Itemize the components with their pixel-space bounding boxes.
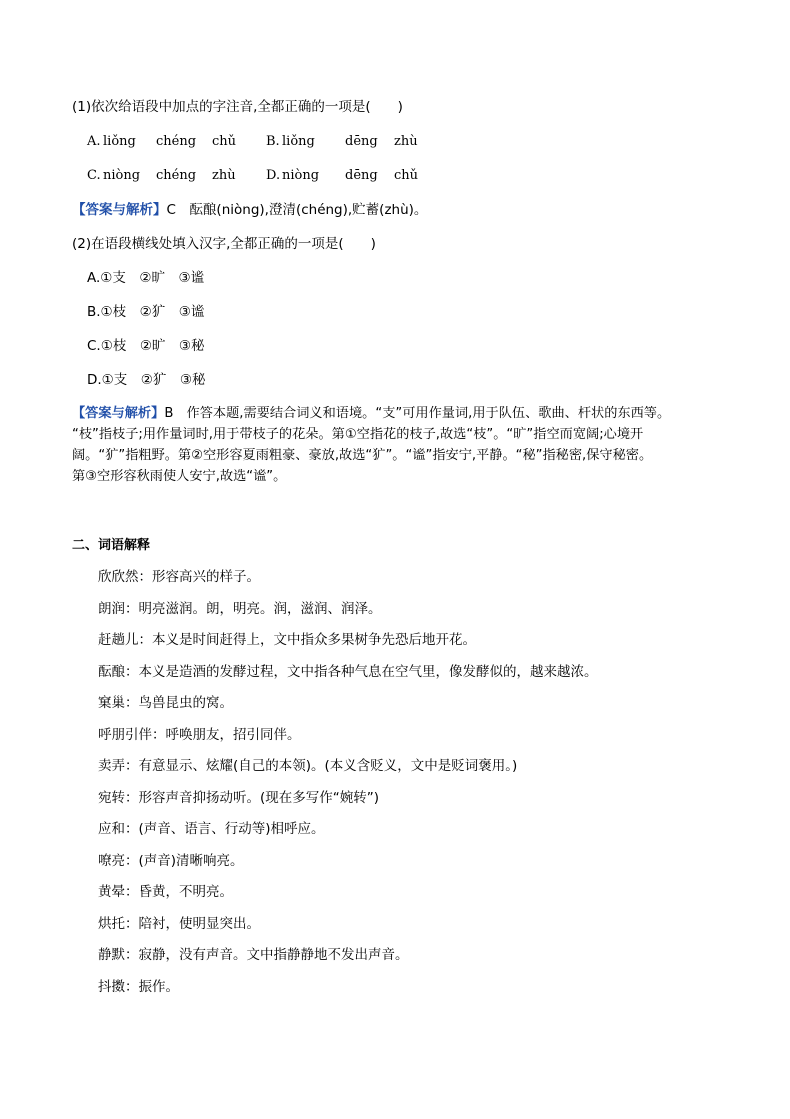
q1-answer (72, 201, 427, 219)
vocab-item: 应和：(声音、语言、行动等)相呼应。 (98, 821, 325, 837)
q2-answer-line-3: 阔。“犷”指粗野。第②空形容夏雨粗豪、豪放,故选“犷”。“谧”指安宁,平静。“秘”指秘密,保守秘密。 (72, 448, 653, 463)
q1-option-d-pinyin-3: chǔ (394, 168, 419, 183)
q1-option-a-letter: A. (87, 134, 101, 149)
vocab-item: 呼朋引伴：呼唤朋友，招引同伴。 (98, 727, 301, 743)
vocab-item: 酝酿：本义是造酒的发酵过程，文中指各种气息在空气里，像发酵似的，越来越浓。 (98, 664, 598, 680)
q1-option-c-pinyin-1: niòng (103, 168, 141, 183)
q1-option-b-pinyin-3: zhù (394, 134, 418, 149)
q1-option-d-pinyin-2: dēng (345, 168, 378, 183)
vocab-item: 欣欣然：形容高兴的样子。 (98, 569, 260, 585)
q2-answer-line-1 (72, 405, 670, 423)
q1-option-b-letter: B. (266, 134, 280, 149)
vocab-item: 窠巢：鸟兽昆虫的窝。 (98, 695, 233, 711)
q1-answer-text: C 酝酿(niòng),澄清(chéng),贮蓄(zhù)。 (166, 202, 428, 218)
q2-answer-text-1: B 作答本题,需要结合词义和语境。“支”可用作量词,用于队伍、歌曲、杆状的东西等。 (164, 406, 671, 421)
section-title: 二、词语解释 (72, 538, 151, 553)
q1-option-a-pinyin-1: liǒng (103, 134, 136, 149)
q2-option-b: B.①枝 ②犷 ③谧 (87, 304, 205, 320)
q1-option-c-pinyin-3: zhù (212, 168, 236, 183)
q1-stem: (1)依次给语段中加点的字注音,全都正确的一项是( ) (72, 99, 403, 115)
q1-answer-label: 【答案与解析】 (72, 202, 167, 218)
vocab-item: 朗润：明亮滋润。朗，明亮。润，滋润、润泽。 (98, 601, 382, 617)
q2-stem: (2)在语段横线处填入汉字,全都正确的一项是( ) (72, 236, 376, 252)
q1-option-a-pinyin-2: chéng (156, 134, 197, 149)
vocab-item: 赶趟儿：本义是时间赶得上，文中指众多果树争先恐后地开花。 (98, 632, 476, 648)
vocab-item: 抖擞：振作。 (98, 979, 179, 995)
vocab-item: 宛转：形容声音抑扬动听。(现在多写作“婉转”) (98, 790, 380, 806)
q2-option-c: C.①枝 ②旷 ③秘 (87, 338, 205, 354)
q1-option-c-pinyin-2: chéng (156, 168, 197, 183)
q2-option-a: A.①支 ②旷 ③谧 (87, 270, 205, 286)
q1-option-a-pinyin-3: chǔ (212, 134, 237, 149)
vocab-item: 嘹亮：(声音)清晰响亮。 (98, 853, 244, 869)
q1-option-b-pinyin-1: liǒng (282, 134, 315, 149)
vocab-item: 静默：寂静，没有声音。文中指静静地不发出声音。 (98, 947, 409, 963)
q2-answer-line-4: 第③空形容秋雨使人安宁,故选“谧”。 (72, 469, 287, 484)
q2-option-d: D.①支 ②犷 ③秘 (87, 372, 206, 388)
q2-answer-label: 【答案与解析】 (72, 406, 165, 421)
vocab-item: 黄晕：昏黄，不明亮。 (98, 884, 233, 900)
vocab-item: 烘托：陪衬，使明显突出。 (98, 916, 260, 932)
q2-answer-line-2: “枝”指枝子;用作量词时,用于带枝子的花朵。第①空指花的枝子,故选“枝”。“旷”指空而宽阔;心境开 (72, 427, 644, 442)
q1-option-c-letter: C. (87, 168, 101, 183)
vocab-item: 卖弄：有意显示、炫耀(自己的本领)。(本义含贬义，文中是贬词褒用。) (98, 758, 518, 774)
q1-option-d-pinyin-1: niòng (282, 168, 320, 183)
q1-option-d-letter: D. (266, 168, 281, 183)
q1-option-b-pinyin-2: dēng (345, 134, 378, 149)
